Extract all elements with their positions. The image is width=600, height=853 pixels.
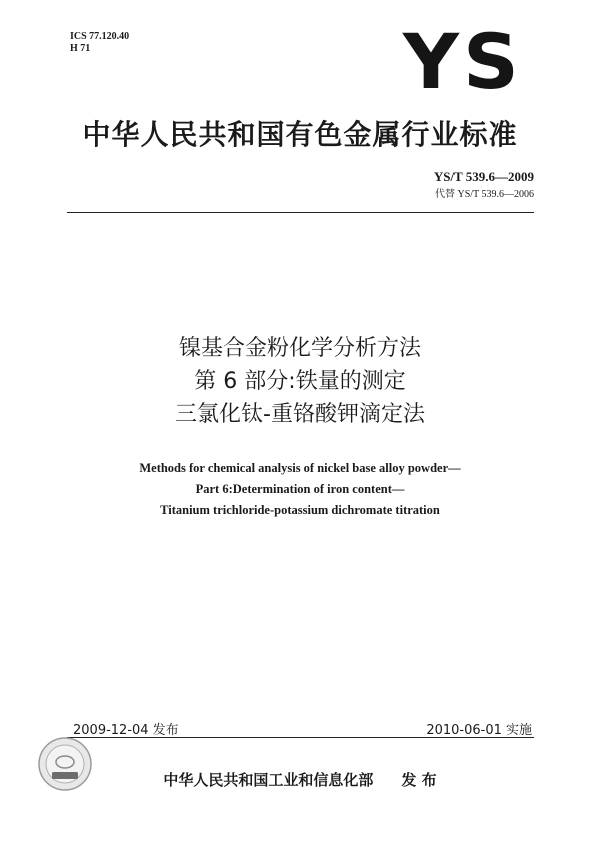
issuing-authority [0,769,600,790]
footer-divider [67,737,534,738]
header-divider [67,212,534,213]
classification-codes [70,31,129,55]
english-title [0,458,600,521]
ccs-code: H 71 [70,43,91,54]
implement-date: 2010-06-01 实施 [426,723,532,738]
issuer-action: 发 布 [401,771,437,789]
standard-number: YS/T 539.6—2009 [433,169,534,184]
english-title-line: Methods for chemical analysis of nickel base alloy powder— [139,461,461,475]
chinese-title [0,332,600,431]
chinese-title-line: 第 6 部分:铁量的测定 [194,369,406,394]
standard-number-block [434,169,534,200]
chinese-title-line: 镍基合金粉化学分析方法 [178,336,421,361]
issuer-name: 中华人民共和国工业和信息化部 [163,771,374,789]
ics-code: ICS 77.120.40 [70,31,130,42]
english-title-line: Titanium trichloride-potassium dichromate titration [160,503,440,517]
ys-logo: YS [402,17,523,106]
chinese-title-line: 三氯化钛-重铬酸钾滴定法 [175,402,425,427]
issue-date: 2009-12-04 发布 [73,723,179,738]
english-title-line: Part 6:Determination of iron content— [195,482,405,496]
standard-type-title: 中华人民共和国有色金属行业标准 [82,118,518,151]
replaces-standard: 代替 YS/T 539.6—2006 [435,189,534,200]
